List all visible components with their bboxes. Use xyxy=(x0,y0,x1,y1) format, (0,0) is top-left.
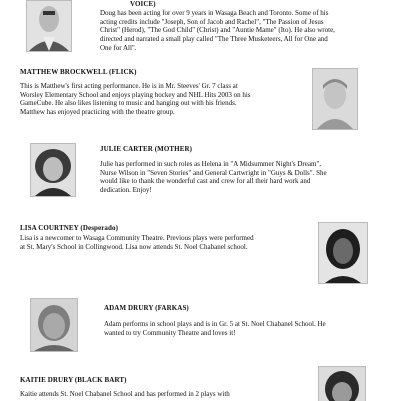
cast-photo-julie xyxy=(30,143,76,197)
bio-line: directed and narrated a small play called "The Three Musketeers, All for One and xyxy=(100,35,328,44)
cast-photo-matthew xyxy=(312,68,358,130)
cast-bio xyxy=(104,320,394,337)
cast-name: LISA COURTNEY (Desperado) xyxy=(20,224,119,232)
cast-photo-doug xyxy=(26,0,72,52)
portrait-image xyxy=(313,69,357,129)
bio-line: wanted to try Community Theatre and loves it! xyxy=(104,328,236,337)
cast-name: VOICE) xyxy=(130,0,156,8)
bio-line: would like to thank the wonderful cast and crew for all their hard work and xyxy=(100,177,311,186)
bio-line: Kaitie attends St. Noel Chabanel School and has performed in 2 plays with xyxy=(20,390,230,398)
cast-name: ADAM DRURY (FARKAS) xyxy=(104,304,189,312)
bio-line: Doug has been acting for over 9 years in Wasaga Beach and Toronto. Some of his xyxy=(100,9,329,17)
bio-line: Worsley Elementary School and enjoys playing hockey and NHL Hits 2003 on his xyxy=(20,90,251,99)
portrait-image xyxy=(31,144,75,196)
bio-line: at St. Mary's School in Collingwood. Lisa now attends St. Noel Chabanel school. xyxy=(20,242,248,251)
cast-photo-adam xyxy=(30,298,78,352)
cast-name: MATTHEW BROCKWELL (FLICK) xyxy=(20,68,137,76)
portrait-image xyxy=(319,367,365,401)
bio-line: One for All". xyxy=(100,43,137,52)
portrait-image xyxy=(31,299,77,351)
cast-bio xyxy=(100,9,390,53)
bio-line: Matthew has enjoyed practicing with the theatre group. xyxy=(20,108,175,117)
cast-bio xyxy=(100,160,390,195)
bio-line: Julie has performed in such roles as Helena in "A Midsummer Night's Dream", xyxy=(100,160,322,168)
cast-bio xyxy=(20,234,300,251)
portrait-image xyxy=(27,1,71,51)
bio-line: Christ" (Herod), "The God Child" (Christ) and "Auntie Mame" (Ito). He also wrote, xyxy=(100,26,335,35)
bio-line: GameCube. He also likes listening to music and hanging out with his friends. xyxy=(20,99,237,108)
bio-line: dedication. Enjoy! xyxy=(100,186,152,195)
bio-line: Adam performs in school plays and is in Gr. 5 at St. Noel Chabanel School. He xyxy=(104,320,326,328)
portrait-image xyxy=(319,223,367,283)
cast-name: KAITIE DRURY (BLACK BART) xyxy=(20,376,127,384)
bio-line: This is Matthew's first acting performance. He is in Mr. Steeves' Gr. 7 class at xyxy=(20,82,238,90)
cast-bio xyxy=(20,82,300,117)
bio-line: Lisa is a newcomer to Wasaga Community Theatre. Previous plays were performed xyxy=(20,234,254,242)
cast-name: JULIE CARTER (MOTHER) xyxy=(100,145,193,153)
cast-photo-lisa xyxy=(318,222,368,284)
bio-line: acting credits include "Joseph, Son of Jacob and Rachel", "The Passion of Jesus xyxy=(100,17,324,26)
cast-photo-kaitie xyxy=(318,366,366,401)
cast-bio xyxy=(20,390,310,399)
bio-line: Nurse Wilson in "Seven Stories" and General Cartwright in "Guys & Dolls". She xyxy=(100,168,327,177)
